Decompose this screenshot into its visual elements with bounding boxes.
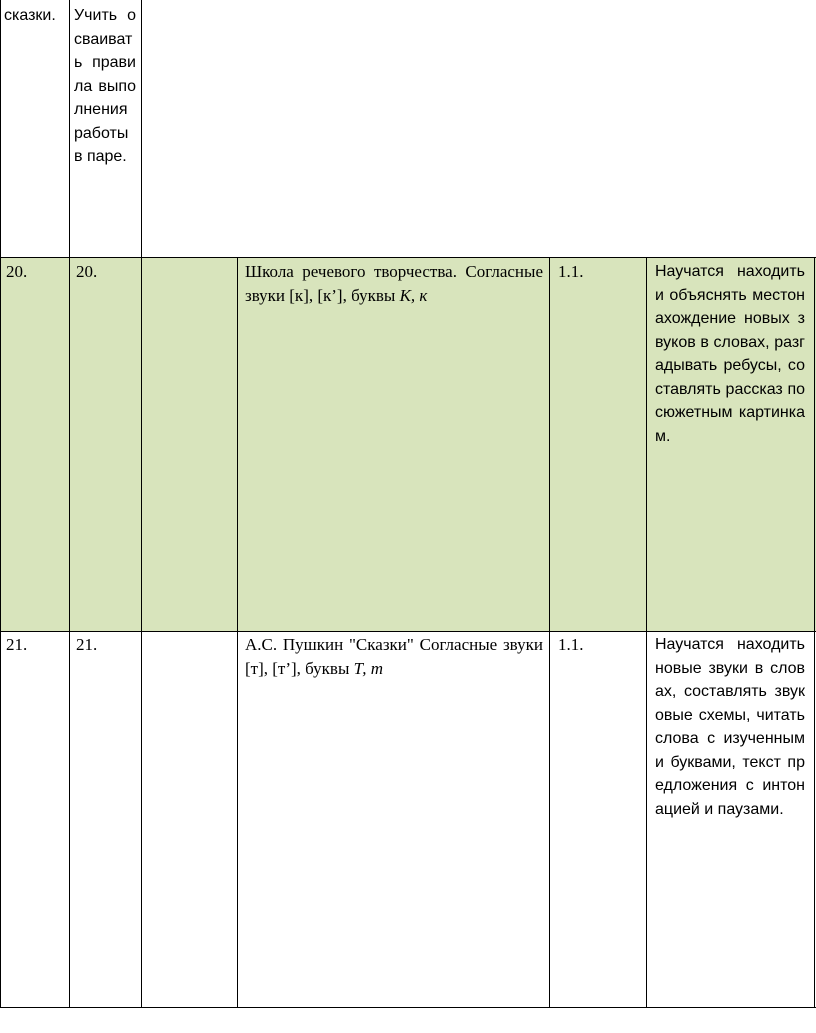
top-row-col2-text: Учить осваивать правила выполнения работы в паре.	[74, 7, 136, 165]
row-21-code-text: 1.1.	[558, 635, 584, 654]
table-vline-4	[237, 258, 238, 1008]
table-hline-bottom	[0, 1007, 816, 1008]
row-21-topic-text: А.С. Пушкин "Сказки" Согласные звуки [т], [т’], буквы	[245, 635, 543, 678]
row-20-topic-letters: К, к	[399, 285, 428, 305]
table-hline-row21-top	[0, 631, 816, 632]
row-21-result-text: Научатся находить новые звуки в словах, составлять звуковые схемы, читать слова с изученными буквами, текст предложения с интонацией и паузами.	[655, 636, 805, 818]
row-20-num2	[76, 260, 136, 284]
top-row-col1-text: сказки.	[4, 7, 56, 24]
row-21-topic-letters: Т, т	[353, 658, 384, 678]
row-21-code	[558, 633, 642, 657]
table-hline-row20-top	[0, 257, 816, 258]
row-20-topic-text: Школа речевого творчества. Согласные звуки [к], [к’], буквы	[245, 262, 543, 305]
top-row-col1	[4, 4, 66, 28]
row-20-code-text: 1.1.	[558, 262, 584, 281]
row-21-result	[655, 633, 805, 821]
table-vline-2	[69, 0, 70, 1008]
table-vline-5	[549, 258, 550, 1008]
row-21-num2-text: 21.	[76, 635, 98, 654]
table-vline-3	[141, 0, 142, 258]
row-20-num1	[6, 260, 66, 284]
table-vline-1	[0, 0, 1, 1008]
row-21-topic	[245, 633, 543, 680]
row-21-num2	[76, 633, 136, 657]
row-20-num1-text: 20.	[6, 262, 28, 281]
row-20-result	[655, 260, 805, 448]
row-20-result-text: Научатся находить и объяснять местонахождение новых звуков в словах, разгадывать ребусы, составлять рассказ по сюжетным картинкам.	[655, 263, 805, 445]
row-20-num2-text: 20.	[76, 262, 98, 281]
top-row-col2	[74, 4, 136, 169]
row-21-num1-text: 21.	[6, 635, 28, 654]
row-21-num1	[6, 633, 66, 657]
table-vline-6	[646, 258, 647, 1008]
row-20-code	[558, 260, 642, 284]
row-20-topic	[245, 260, 543, 307]
table-vline-7	[814, 258, 815, 1008]
table-vline-3b	[141, 258, 142, 1008]
